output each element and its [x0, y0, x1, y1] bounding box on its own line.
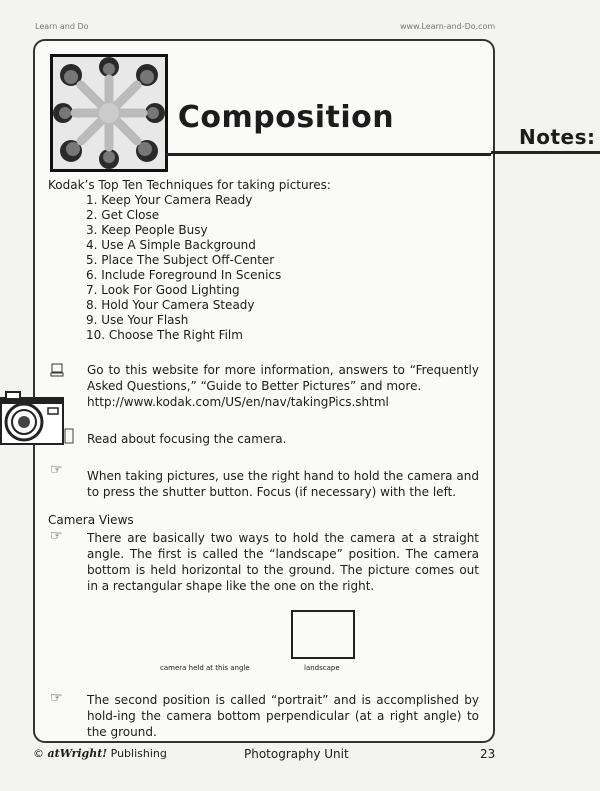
hands-paragraph: When taking pictures, use the right hand to hold the camera and to press the shutter button. Focus (if necessary) with the left. — [87, 469, 479, 499]
page-number: 23 — [480, 747, 496, 761]
focus-paragraph: Read about focusing the camera. — [87, 432, 287, 446]
header-url: www.Learn-and-Do.com — [400, 22, 496, 31]
list-item: 6. Include Foreground In Scenics — [86, 268, 282, 282]
list-item: 7. Look For Good Lighting — [86, 283, 240, 297]
list-item: 2. Get Close — [86, 208, 160, 222]
computer-icon — [50, 362, 64, 381]
portrait-paragraph: The second position is called “portrait” and is accomplished by hold-ing the camera bottom perpendicular (at a right angle) to the ground. — [87, 693, 479, 739]
list-item: 3. Keep People Busy — [86, 223, 208, 237]
notes-label: Notes: — [519, 125, 596, 149]
publisher-name: Publishing — [110, 747, 167, 760]
website-paragraph: Go to this website for more information, answers to “Frequently Asked Questions,” “Guide to Better Pictures” and more. — [87, 363, 479, 393]
hands-photo — [50, 54, 168, 172]
landscape-paragraph: There are basically two ways to hold the camera at a straight angle. The first is called the “landscape” position. The camera bottom is held horizontal to the ground. The picture comes out in a rectangular shape like the one on the right. — [87, 531, 479, 593]
pointing-hand-icon: ☞ — [50, 528, 63, 544]
list-item: 8. Hold Your Camera Steady — [86, 298, 255, 312]
footer-publisher — [33, 747, 167, 760]
page-title: Composition — [177, 100, 395, 135]
document-icon — [64, 428, 74, 448]
landscape-frame — [291, 610, 355, 659]
list-item: 10. Choose The Right Film — [86, 328, 243, 342]
techniques-list — [86, 193, 281, 343]
notes-underline — [491, 151, 600, 154]
list-item: 5. Place The Subject Off-Center — [86, 253, 275, 267]
list-item: 1. Keep Your Camera Ready — [86, 193, 253, 207]
camera-views-heading: Camera Views — [48, 513, 134, 527]
copyright-symbol: © — [33, 747, 44, 760]
camera-icon — [0, 388, 66, 454]
footer-unit: Photography Unit — [244, 747, 349, 761]
pointing-hand-icon: ☞ — [50, 462, 63, 478]
intro-text: Kodak’s Top Ten Techniques for taking pictures: — [48, 178, 331, 192]
website-url: http://www.kodak.com/US/en/nav/takingPics.shtml — [87, 395, 389, 409]
list-item: 4. Use A Simple Background — [86, 238, 256, 252]
title-underline — [166, 153, 491, 156]
list-item: 9. Use Your Flash — [86, 313, 189, 327]
pointing-hand-icon: ☞ — [50, 690, 63, 706]
header-left: Learn and Do — [35, 22, 89, 31]
caption-landscape: landscape — [304, 664, 340, 672]
publisher-logo: atWright! — [47, 747, 108, 760]
caption-camera-angle: camera held at this angle — [160, 664, 250, 672]
